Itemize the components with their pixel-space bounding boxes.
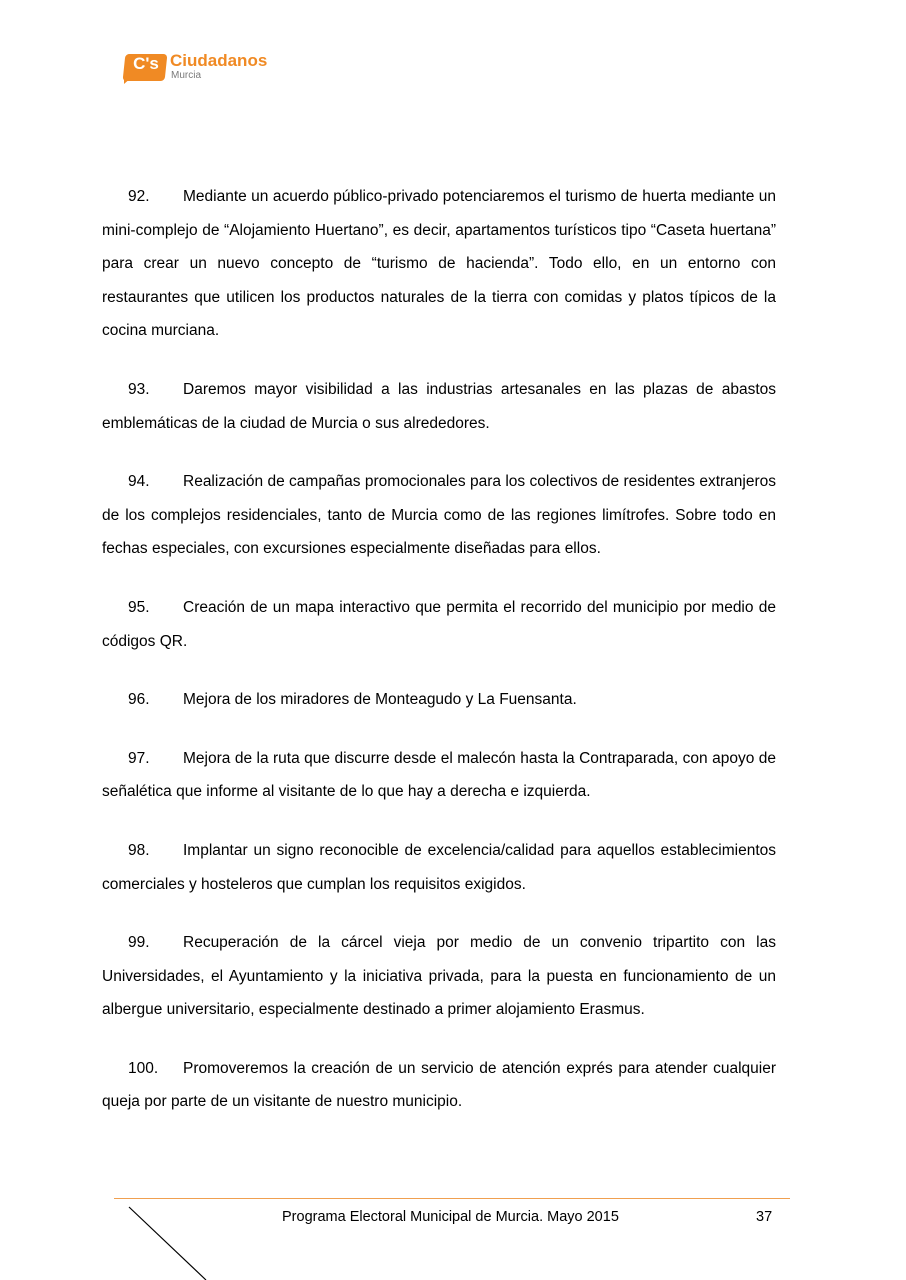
list-item [102, 834, 776, 901]
list-item [102, 591, 776, 658]
list-item [102, 926, 776, 1027]
footer-title: Programa Electoral Municipal de Murcia. Mayo 2015 [282, 1209, 619, 1225]
footer-diagonal-line [128, 1206, 208, 1280]
ciudadanos-logo [124, 51, 274, 85]
item-text: Implantar un signo reconocible de excelencia/calidad para aquellos establecimientos comerciales y hosteleros que cumplan los requisitos exigidos. [102, 841, 776, 893]
page-number: 37 [756, 1209, 773, 1225]
list-item [102, 683, 776, 717]
list-item [102, 373, 776, 440]
item-number: 99. [128, 934, 150, 952]
item-number: 95. [128, 598, 150, 616]
logo-name: Ciudadanos [170, 51, 268, 70]
item-number: 100. [128, 1059, 159, 1077]
item-text: Mejora de los miradores de Monteagudo y La Fuensanta. [183, 691, 577, 709]
item-number: 93. [128, 380, 150, 398]
list-item [102, 1052, 776, 1119]
item-text: Promoveremos la creación de un servicio de atención exprés para atender cualquier queja por parte de un visitante de nuestro municipio. [102, 1059, 776, 1111]
logo-subtitle: Murcia [171, 70, 202, 81]
list-item [102, 742, 776, 809]
logo-badge-text: C's [133, 54, 159, 73]
footer-divider [114, 1198, 790, 1199]
item-number: 92. [128, 188, 150, 205]
item-number: 97. [128, 749, 150, 767]
item-text: Realización de campañas promocionales para los colectivos de residentes extranjeros de los complejos residenciales, tanto de Murcia como de las regiones limítrofes. Sobre todo en fechas especiales, con excursiones especialmente diseñadas para ellos. [102, 473, 776, 558]
item-number: 98. [128, 841, 150, 859]
item-text: Recuperación de la cárcel vieja por medio de un convenio tripartito con las Universidades, el Ayuntamiento y la iniciativa privada, para la puesta en funcionamiento de un albergue universitario, especialmente destinado a primer alojamiento Erasmus. [102, 934, 776, 1019]
list-item [102, 180, 776, 348]
item-text: Mediante un acuerdo público-privado potenciaremos el turismo de huerta mediante un mini-complejo de “Alojamiento Huertano”, es decir, apartamentos turísticos tipo “Caseta huertana” para crear un nuevo concepto de “turismo de hacienda”. Todo ello, en un entorno con restaurantes que utilicen los productos naturales de la tierra con comidas y platos típicos de la cocina murciana. [102, 188, 776, 340]
item-number: 96. [128, 691, 150, 709]
item-text: Daremos mayor visibilidad a las industrias artesanales en las plazas de abastos emblemáticas de la ciudad de Murcia o sus alrededores. [102, 380, 776, 432]
item-text: Mejora de la ruta que discurre desde el malecón hasta la Contraparada, con apoyo de señalética que informe al visitante de lo que hay a derecha e izquierda. [102, 749, 776, 801]
item-number: 94. [128, 473, 150, 491]
list-item [102, 465, 776, 566]
document-body [102, 180, 776, 1144]
item-text: Creación de un mapa interactivo que permita el recorrido del municipio por medio de códigos QR. [102, 598, 776, 650]
